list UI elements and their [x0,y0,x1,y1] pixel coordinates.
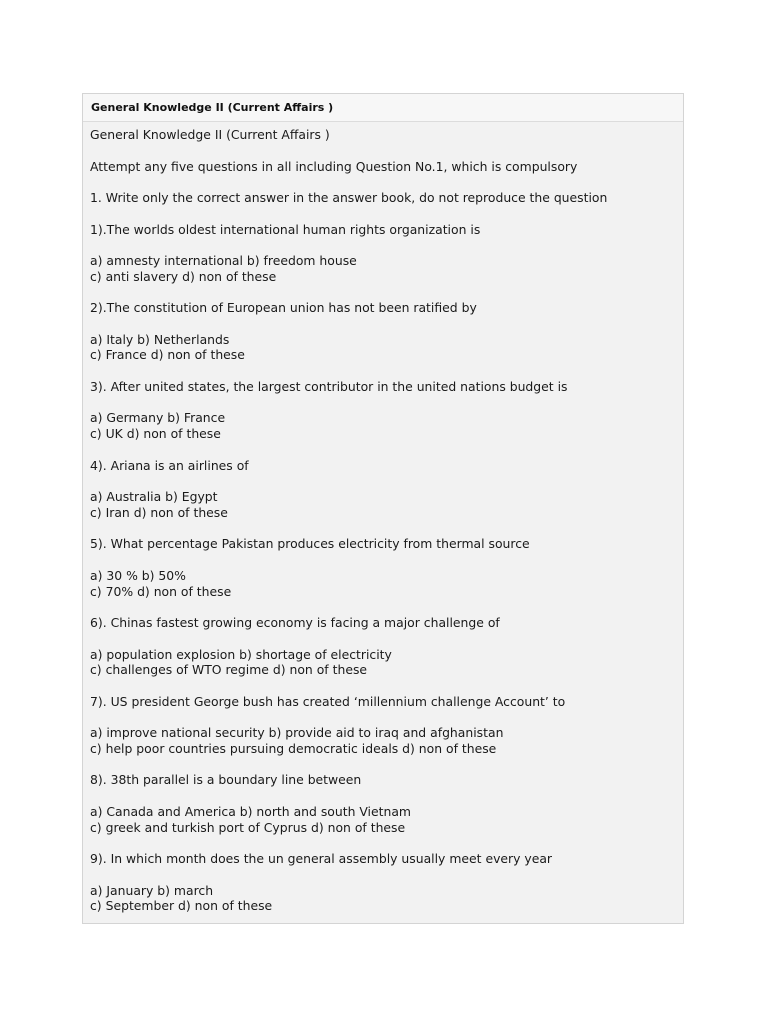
options-6-line-1: a) population explosion b) shortage of electricity [90,646,392,662]
exam-instructions: Attempt any five questions in all including Question No.1, which is compulsory [90,158,578,174]
options-5-line-1: a) 30 % b) 50% [90,567,186,583]
options-8 [90,804,677,835]
options-4-line-1: a) Australia b) Egypt [90,489,218,505]
options-3 [90,410,677,441]
panel-header [83,94,683,122]
exam-panel [82,93,684,924]
options-8-line-2: c) greek and turkish port of Cyprus d) non of these [90,819,406,835]
question-5: 5). What percentage Pakistan produces electricity from thermal source [90,536,530,552]
options-5-line-2: c) 70% d) non of these [90,583,232,599]
options-4 [90,489,677,520]
exam-directive: 1. Write only the correct answer in the answer book, do not reproduce the question [90,190,608,205]
options-6 [90,647,677,678]
options-3-line-1: a) Germany b) France [90,410,226,426]
question-9: 9). In which month does the un general assembly usually meet every year [90,851,553,867]
question-6: 6). Chinas fastest growing economy is facing a major challenge of [90,615,500,631]
question-3: 3). After united states, the largest contributor in the united nations budget is [90,378,568,394]
options-1 [90,253,677,284]
options-8-line-1: a) Canada and America b) north and south Vietnam [90,803,412,819]
options-7 [90,725,677,756]
options-6-line-2: c) challenges of WTO regime d) non of these [90,662,368,678]
options-2-line-1: a) Italy b) Netherlands [90,331,230,347]
question-4: 4). Ariana is an airlines of [90,457,249,473]
options-5 [90,568,677,599]
options-1-line-1: a) amnesty international b) freedom house [90,253,357,268]
options-2 [90,332,677,363]
options-3-line-2: c) UK d) non of these [90,426,221,442]
question-7: 7). US president George bush has created ‘millennium challenge Account’ to [90,693,566,709]
options-4-line-2: c) Iran d) non of these [90,504,228,520]
options-7-line-1: a) improve national security b) provide aid to iraq and afghanistan [90,725,504,741]
question-8: 8). 38th parallel is a boundary line between [90,772,362,788]
options-9 [90,883,677,914]
exam-content [83,122,683,914]
options-9-line-1: a) January b) march [90,882,214,898]
header-title: General Knowledge II (Current Affairs ) [91,101,334,114]
options-9-line-2: c) September d) non of these [90,898,273,914]
question-2: 2).The constitution of European union has not been ratified by [90,300,477,316]
options-7-line-2: c) help poor countries pursuing democratic ideals d) non of these [90,740,497,756]
question-1: 1).The worlds oldest international human rights organization is [90,221,481,237]
options-2-line-2: c) France d) non of these [90,347,245,363]
options-1-line-2: c) anti slavery d) non of these [90,268,277,284]
exam-title: General Knowledge II (Current Affairs ) [90,127,330,142]
